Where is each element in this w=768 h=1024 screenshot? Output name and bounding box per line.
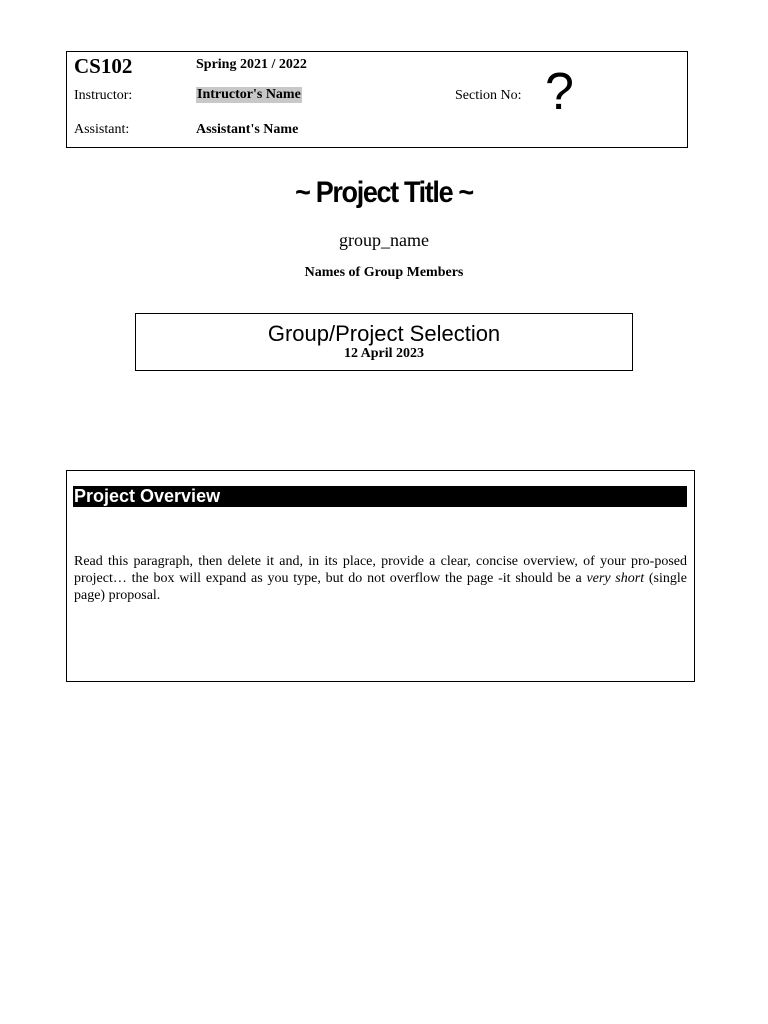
- project-overview-box: [66, 470, 695, 682]
- overview-text-part1: Read this paragraph, then delete it and, in its place, provide a clear, concise overview, of your pro-posed project… the box will expand as you type, but do not overflow the page -it should be a: [74, 554, 687, 586]
- selection-date: 12 April 2023: [343, 346, 425, 361]
- assistant-label: Assistant:: [74, 122, 130, 137]
- project-overview-text[interactable]: [74, 553, 687, 604]
- instructor-label: Instructor:: [74, 88, 133, 103]
- section-label: Section No:: [455, 88, 522, 103]
- overview-text-part2: (single page) proposal.: [74, 571, 687, 603]
- semester: Spring 2021 / 2022: [196, 57, 307, 72]
- section-number[interactable]: ?: [545, 63, 574, 121]
- overview-text-emphasis: very short: [586, 571, 645, 586]
- header-box: [66, 51, 688, 148]
- group-members[interactable]: Names of Group Members: [304, 265, 464, 280]
- project-overview-heading: Project Overview: [73, 486, 687, 507]
- project-title[interactable]: ~ Project Title ~: [295, 176, 473, 209]
- selection-box: [135, 313, 633, 371]
- selection-title: Group/Project Selection: [267, 321, 501, 346]
- group-name[interactable]: group_name: [339, 230, 429, 250]
- instructor-name[interactable]: Intructor's Name: [197, 87, 301, 102]
- assistant-name[interactable]: Assistant's Name: [196, 122, 299, 137]
- course-code: CS102: [74, 54, 133, 78]
